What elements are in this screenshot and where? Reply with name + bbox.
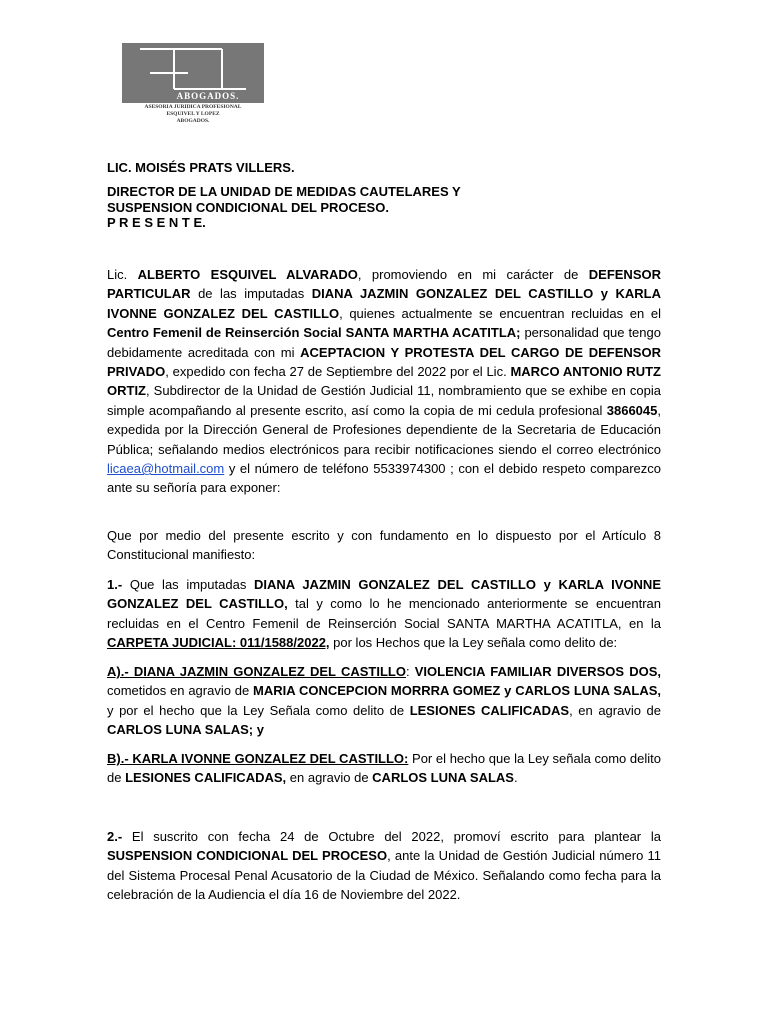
- svg-text:ABOGADOS.: ABOGADOS.: [176, 91, 240, 101]
- logo-mark-icon: [122, 43, 264, 103]
- firm-logo: [122, 43, 264, 103]
- paragraph-item-a: A).- DIANA JAZMIN GONZALEZ DEL CASTILLO: VIOLENCIA FAMILIAR DIVERSOS DOS, cometidos en agravio de MARIA CONCEPCION MORRRA GOMEZ y CARLOS LUNA SALAS, y por el hecho que la Ley Señala como delito de LESIONES CALIFICADAS, en agravio de CARLOS LUNA SALAS; y: [107, 664, 661, 738]
- paragraph-point-1: 1.- Que las imputadas DIANA JAZMIN GONZALEZ DEL CASTILLO y KARLA IVONNE GONZALEZ DEL CASTILLO, tal y como lo he mencionado anteriormente se encuentran recluidas en el Centro Femenil de Reinserción Social SANTA MARTHA ACATITLA, en la CARPETA JUDICIAL: 011/1588/2022, por los Hechos que la Ley señala como delito de:: [107, 577, 662, 651]
- svg-text:ESQUIVEL Y LOPEZ: ESQUIVEL Y LOPEZ: [166, 111, 220, 117]
- email-link[interactable]: licaea@hotmail.com: [107, 461, 225, 477]
- paragraph-foundation: Que por medio del presente escrito y con fundamento en lo dispuesto por el Artículo 8 Constitucional manifiesto:: [107, 528, 661, 563]
- paragraph-point-2: 2.- El suscrito con fecha 24 de Octubre del 2022, promoví escrito para plantear la SUSPENSION CONDICIONAL DEL PROCESO, ante la Unidad de Gestión Judicial número 11 del Sistema Procesal Penal Acusatorio de la Ciudad de México. Señalando como fecha para la celebración de la Audiencia el día 16 de Noviembre del 2022.: [107, 829, 662, 903]
- logo-caption: [118, 101, 268, 127]
- svg-text:ASESORIA JURIDICA PROFESIONAL: ASESORIA JURIDICA PROFESIONAL: [144, 104, 242, 110]
- addressee: LIC. MOISÉS PRATS VILLERS.: [107, 160, 295, 175]
- svg-text:ABOGADOS.: ABOGADOS.: [176, 118, 210, 124]
- addressee-position-line1: DIRECTOR DE LA UNIDAD DE MEDIDAS CAUTELARES Y: [107, 184, 461, 199]
- addressee-position-line2: SUSPENSION CONDICIONAL DEL PROCESO.: [107, 200, 389, 215]
- presente: P R E S E N T E.: [107, 215, 206, 230]
- paragraph-introduction: Lic. ALBERTO ESQUIVEL ALVARADO, promoviendo en mi carácter de DEFENSOR PARTICULAR de las imputadas DIANA JAZMIN GONZALEZ DEL CASTILLO y KARLA IVONNE GONZALEZ DEL CASTILLO, quienes actualmente se encuentran recluidas en el Centro Femenil de Reinserción Social SANTA MARTHA ACATITLA; personalidad que tengo debidamente acreditada con mi ACEPTACION Y PROTESTA DEL CARGO DE DEFENSOR PRIVADO, expedido con fecha 27 de Septiembre del 2022 por el Lic. MARCO ANTONIO RUTZ ORTIZ, Subdirector de la Unidad de Gestión Judicial 11, nombramiento que se exhibe en copia simple acompañando al presente escrito, así como la copia de mi cedula profesional 3866045, expedida por la Dirección General de Profesiones dependiente de la Secretaria de Educación Pública; señalando medios electrónicos para recibir notificaciones siendo el correo electrónico licaea@hotmail.com y el número de teléfono 5533974300 ; con el debido respeto comparezco ante su señoría para exponer:: [107, 267, 661, 496]
- paragraph-item-b: B).- KARLA IVONNE GONZALEZ DEL CASTILLO: Por el hecho que la Ley señala como delito de LESIONES CALIFICADAS, en agravio de CARLOS LUNA SALAS.: [107, 751, 661, 786]
